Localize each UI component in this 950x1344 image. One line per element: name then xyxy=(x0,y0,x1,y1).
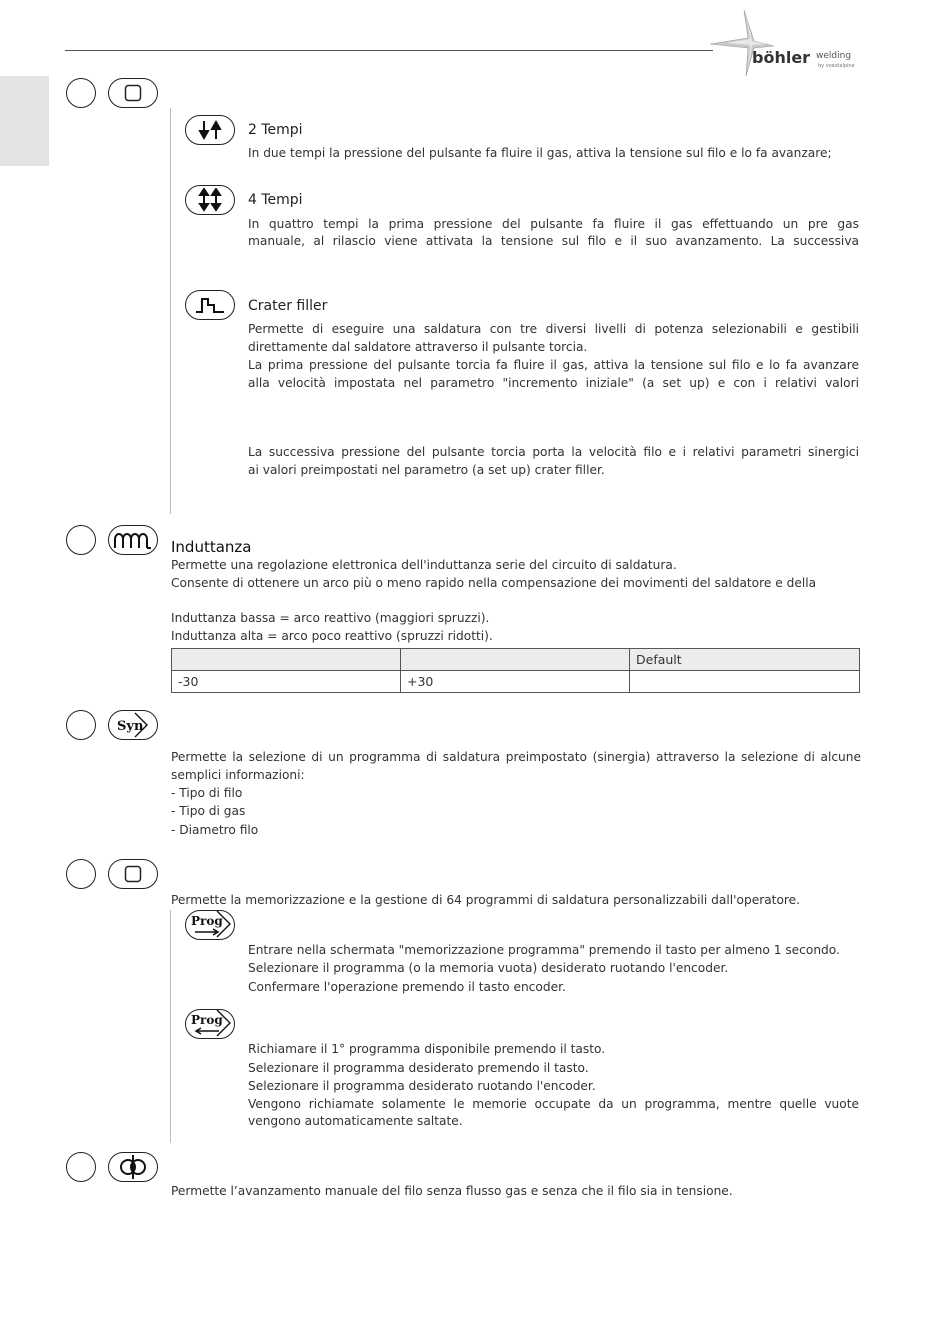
synergy-line2: semplici informazioni: xyxy=(171,768,305,782)
prog-store-icon-label: Prog xyxy=(191,914,223,928)
square-button-icon xyxy=(123,83,143,103)
four-times-title: 4 Tempi xyxy=(248,192,303,208)
two-times-text: In due tempi la pressione del pulsante fa fluire il gas, attiva la tensione sul filo e lo fa avanzare; xyxy=(248,146,832,160)
synergy-button[interactable] xyxy=(108,710,158,740)
four-times-icon xyxy=(195,188,225,212)
bullet-circle xyxy=(66,525,96,555)
prog-recall-icon xyxy=(187,1009,233,1039)
wire-feed-button[interactable] xyxy=(108,1152,158,1182)
prog-recall-button[interactable] xyxy=(185,1009,235,1039)
section-divider xyxy=(170,108,171,514)
crater-line6: ai valori preimpostati nel parametro (a set up) crater filler. xyxy=(248,463,605,477)
programs-intro: Permette la memorizzazione e la gestione di 64 programmi di saldatura personalizzabili dall'operatore. xyxy=(171,893,801,907)
mode-button[interactable] xyxy=(108,78,158,108)
list-item: - Tipo di gas xyxy=(171,804,246,818)
crater-line2: direttamente dal saldatore attraverso il pulsante torcia. xyxy=(248,340,588,354)
inductance-line4: Induttanza alta = arco poco reattivo (spruzzi ridotti). xyxy=(171,629,493,643)
table-header-cell xyxy=(172,649,401,671)
prog-recall-line: Richiamare il 1° programma disponibile premendo il tasto. xyxy=(248,1042,606,1056)
crater-line4: alla velocità impostata nel parametro "incremento iniziale" (a set up) e con i relativi valori xyxy=(248,376,859,390)
bullet-circle xyxy=(66,78,96,108)
list-item: - Diametro filo xyxy=(171,823,259,837)
prog-recall-line: vengono automaticamente saltate. xyxy=(248,1114,463,1128)
logo-brand: böhler xyxy=(752,48,811,67)
table-row xyxy=(172,671,860,693)
bullet-circle xyxy=(66,859,96,889)
logo-suffix: welding xyxy=(816,51,852,61)
bohler-logo xyxy=(706,8,866,78)
prog-recall-line: Vengono richiamate solamente le memorie occupate da un programma, mentre quelle vuote xyxy=(248,1097,859,1111)
inductance-icon xyxy=(113,529,153,551)
prog-store-line: Entrare nella schermata "memorizzazione programma" premendo il tasto per almeno 1 secondo. xyxy=(248,943,840,957)
inductance-table xyxy=(171,648,860,693)
square-button-icon xyxy=(123,864,143,884)
synergy-line1: Permette la selezione di un programma di saldatura preimpostato (sinergia) attraverso la selezione di alcune xyxy=(171,750,861,764)
inductance-line2: Consente di ottenere un arco più o meno rapido nella compensazione dei movimenti del saldatore e della xyxy=(171,576,817,590)
bullet-circle xyxy=(66,710,96,740)
inductance-line3: Induttanza bassa = arco reattivo (maggiori spruzzi). xyxy=(171,611,490,625)
table-header-cell: Default xyxy=(630,649,860,671)
wire-feed-text: Permette l’avanzamento manuale del filo senza flusso gas e senza che il filo sia in tensione. xyxy=(171,1184,733,1198)
crater-title: Crater filler xyxy=(248,298,328,314)
logo-tagline: by voestalpine xyxy=(818,63,855,69)
two-times-button[interactable] xyxy=(185,115,235,145)
four-times-line1: In quattro tempi la prima pressione del pulsante fa fluire il gas effettuando un pre gas xyxy=(248,217,859,231)
synergy-icon-label: Syn xyxy=(117,719,144,734)
prog-store-line: Confermare l'operazione premendo il tasto encoder. xyxy=(248,980,566,994)
bullet-circle xyxy=(66,1152,96,1182)
prog-recall-icon-label: Prog xyxy=(191,1013,223,1027)
crater-line1: Permette di eseguire una saldatura con tre diversi livelli di potenza selezionabili e gestibili xyxy=(248,322,859,336)
crater-line5: La successiva pressione del pulsante torcia porta la velocità filo e i relativi parametri sinergici xyxy=(248,445,859,459)
side-tab xyxy=(0,76,49,166)
prog-store-line: Selezionare il programma (o la memoria vuota) desiderato ruotando l'encoder. xyxy=(248,961,729,975)
prog-recall-line: Selezionare il programma desiderato premendo il tasto. xyxy=(248,1061,589,1075)
prog-store-icon xyxy=(187,910,233,940)
program-button[interactable] xyxy=(108,859,158,889)
two-times-icon xyxy=(195,119,225,141)
two-times-title: 2 Tempi xyxy=(248,122,303,138)
four-times-button[interactable] xyxy=(185,185,235,215)
prog-store-button[interactable] xyxy=(185,910,235,940)
synergy-icon xyxy=(113,712,153,738)
crater-filler-button[interactable] xyxy=(185,290,235,320)
prog-recall-line: Selezionare il programma desiderato ruotando l'encoder. xyxy=(248,1079,596,1093)
table-cell: +30 xyxy=(401,671,630,693)
four-times-line2: manuale, al rilascio viene attivata la tensione sul filo e il suo avanzamento. La successiva xyxy=(248,234,859,248)
table-cell xyxy=(630,671,860,693)
list-item: - Tipo di filo xyxy=(171,786,243,800)
inductance-line1: Permette una regolazione elettronica dell'induttanza serie del circuito di saldatura. xyxy=(171,558,677,572)
crater-filler-icon xyxy=(194,294,226,316)
inductance-button[interactable] xyxy=(108,525,158,555)
section-divider xyxy=(170,910,171,1143)
crater-line3: La prima pressione del pulsante torcia fa fluire il gas, attiva la tensione sul filo e lo fa avanzare xyxy=(248,358,859,372)
table-header-row xyxy=(172,649,860,671)
table-header-cell xyxy=(401,649,630,671)
inductance-title: Induttanza xyxy=(171,538,252,556)
wire-feed-icon xyxy=(117,1154,149,1180)
table-cell: -30 xyxy=(172,671,401,693)
header-rule xyxy=(65,50,713,51)
